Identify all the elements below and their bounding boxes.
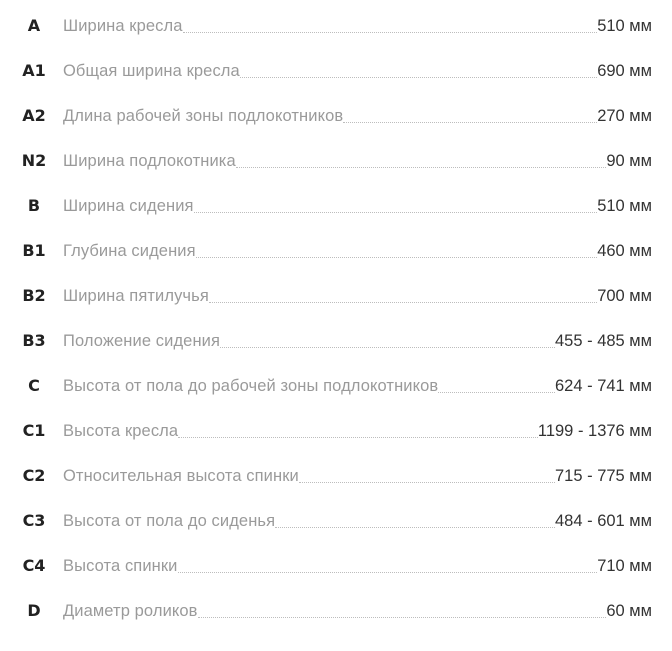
spec-value: 90 мм bbox=[606, 152, 652, 170]
spec-label: Относительная высота спинки bbox=[63, 467, 299, 485]
spec-label: Высота кресла bbox=[63, 422, 179, 440]
spec-value: 1199 - 1376 мм bbox=[537, 422, 652, 440]
spec-row bbox=[0, 495, 672, 540]
spec-label: Положение сидения bbox=[63, 332, 221, 350]
spec-code: B bbox=[27, 196, 41, 215]
spec-line bbox=[63, 196, 652, 216]
spec-code: A1 bbox=[22, 61, 46, 80]
spec-line bbox=[63, 511, 652, 531]
spec-label: Ширина кресла bbox=[63, 17, 183, 35]
spec-row bbox=[0, 0, 672, 45]
spec-line bbox=[63, 376, 652, 396]
dotted-leader bbox=[183, 31, 598, 33]
spec-row bbox=[0, 135, 672, 180]
spec-line bbox=[63, 556, 652, 576]
spec-line bbox=[63, 601, 652, 621]
spec-value: 690 мм bbox=[597, 62, 652, 80]
spec-row bbox=[0, 225, 672, 270]
dotted-leader bbox=[198, 616, 607, 618]
spec-label: Высота спинки bbox=[63, 557, 178, 575]
dotted-leader bbox=[220, 346, 555, 348]
dotted-leader bbox=[178, 571, 598, 573]
spec-value: 510 мм bbox=[597, 17, 652, 35]
dotted-leader bbox=[178, 436, 538, 438]
dotted-leader bbox=[343, 121, 597, 123]
spec-label: Высота от пола до рабочей зоны подлокотников bbox=[63, 377, 439, 395]
spec-line bbox=[63, 466, 652, 486]
spec-code: D bbox=[27, 601, 41, 620]
spec-label: Ширина сидения bbox=[63, 197, 194, 215]
spec-code: B2 bbox=[22, 286, 46, 305]
spec-line bbox=[63, 241, 652, 261]
spec-line bbox=[63, 151, 652, 171]
spec-line bbox=[63, 61, 652, 81]
spec-code: C bbox=[28, 376, 40, 395]
spec-code: B1 bbox=[22, 241, 46, 260]
spec-row bbox=[0, 540, 672, 585]
dotted-leader bbox=[194, 211, 598, 213]
spec-label: Общая ширина кресла bbox=[63, 62, 240, 80]
spec-line bbox=[63, 421, 652, 441]
spec-value: 484 - 601 мм bbox=[555, 512, 652, 530]
spec-value: 510 мм bbox=[597, 197, 652, 215]
spec-row bbox=[0, 360, 672, 405]
dotted-leader bbox=[299, 481, 555, 483]
spec-row bbox=[0, 90, 672, 135]
spec-row bbox=[0, 315, 672, 360]
spec-label: Ширина подлокотника bbox=[63, 152, 236, 170]
spec-value: 455 - 485 мм bbox=[555, 332, 652, 350]
spec-value: 624 - 741 мм bbox=[555, 377, 652, 395]
spec-value: 460 мм bbox=[597, 242, 652, 260]
spec-code: B3 bbox=[22, 331, 46, 350]
spec-value: 715 - 775 мм bbox=[555, 467, 652, 485]
spec-code: A2 bbox=[22, 106, 46, 125]
spec-label: Длина рабочей зоны подлокотников bbox=[63, 107, 344, 125]
spec-line bbox=[63, 331, 652, 351]
spec-row bbox=[0, 45, 672, 90]
dotted-leader bbox=[196, 256, 598, 258]
spec-code: C3 bbox=[22, 511, 46, 530]
dotted-leader bbox=[209, 301, 597, 303]
spec-code: A bbox=[27, 16, 41, 35]
dotted-leader bbox=[438, 391, 555, 393]
spec-value: 60 мм bbox=[606, 602, 652, 620]
spec-row bbox=[0, 270, 672, 315]
spec-row bbox=[0, 180, 672, 225]
spec-row bbox=[0, 450, 672, 495]
spec-label: Ширина пятилучья bbox=[63, 287, 209, 305]
spec-row bbox=[0, 405, 672, 450]
spec-label: Высота от пола до сиденья bbox=[63, 512, 276, 530]
spec-line bbox=[63, 16, 652, 36]
spec-line bbox=[63, 286, 652, 306]
spec-line bbox=[63, 106, 652, 126]
spec-code: C4 bbox=[22, 556, 46, 575]
spec-row bbox=[0, 585, 672, 630]
spec-value: 270 мм bbox=[597, 107, 652, 125]
spec-code: N2 bbox=[21, 151, 47, 170]
spec-code: C1 bbox=[22, 421, 46, 440]
spec-label: Диаметр роликов bbox=[63, 602, 198, 620]
spec-label: Глубина сидения bbox=[63, 242, 196, 260]
spec-value: 700 мм bbox=[597, 287, 652, 305]
spec-code: C2 bbox=[22, 466, 46, 485]
spec-value: 710 мм bbox=[597, 557, 652, 575]
dotted-leader bbox=[236, 166, 607, 168]
dotted-leader bbox=[240, 76, 597, 78]
dotted-leader bbox=[275, 526, 555, 528]
